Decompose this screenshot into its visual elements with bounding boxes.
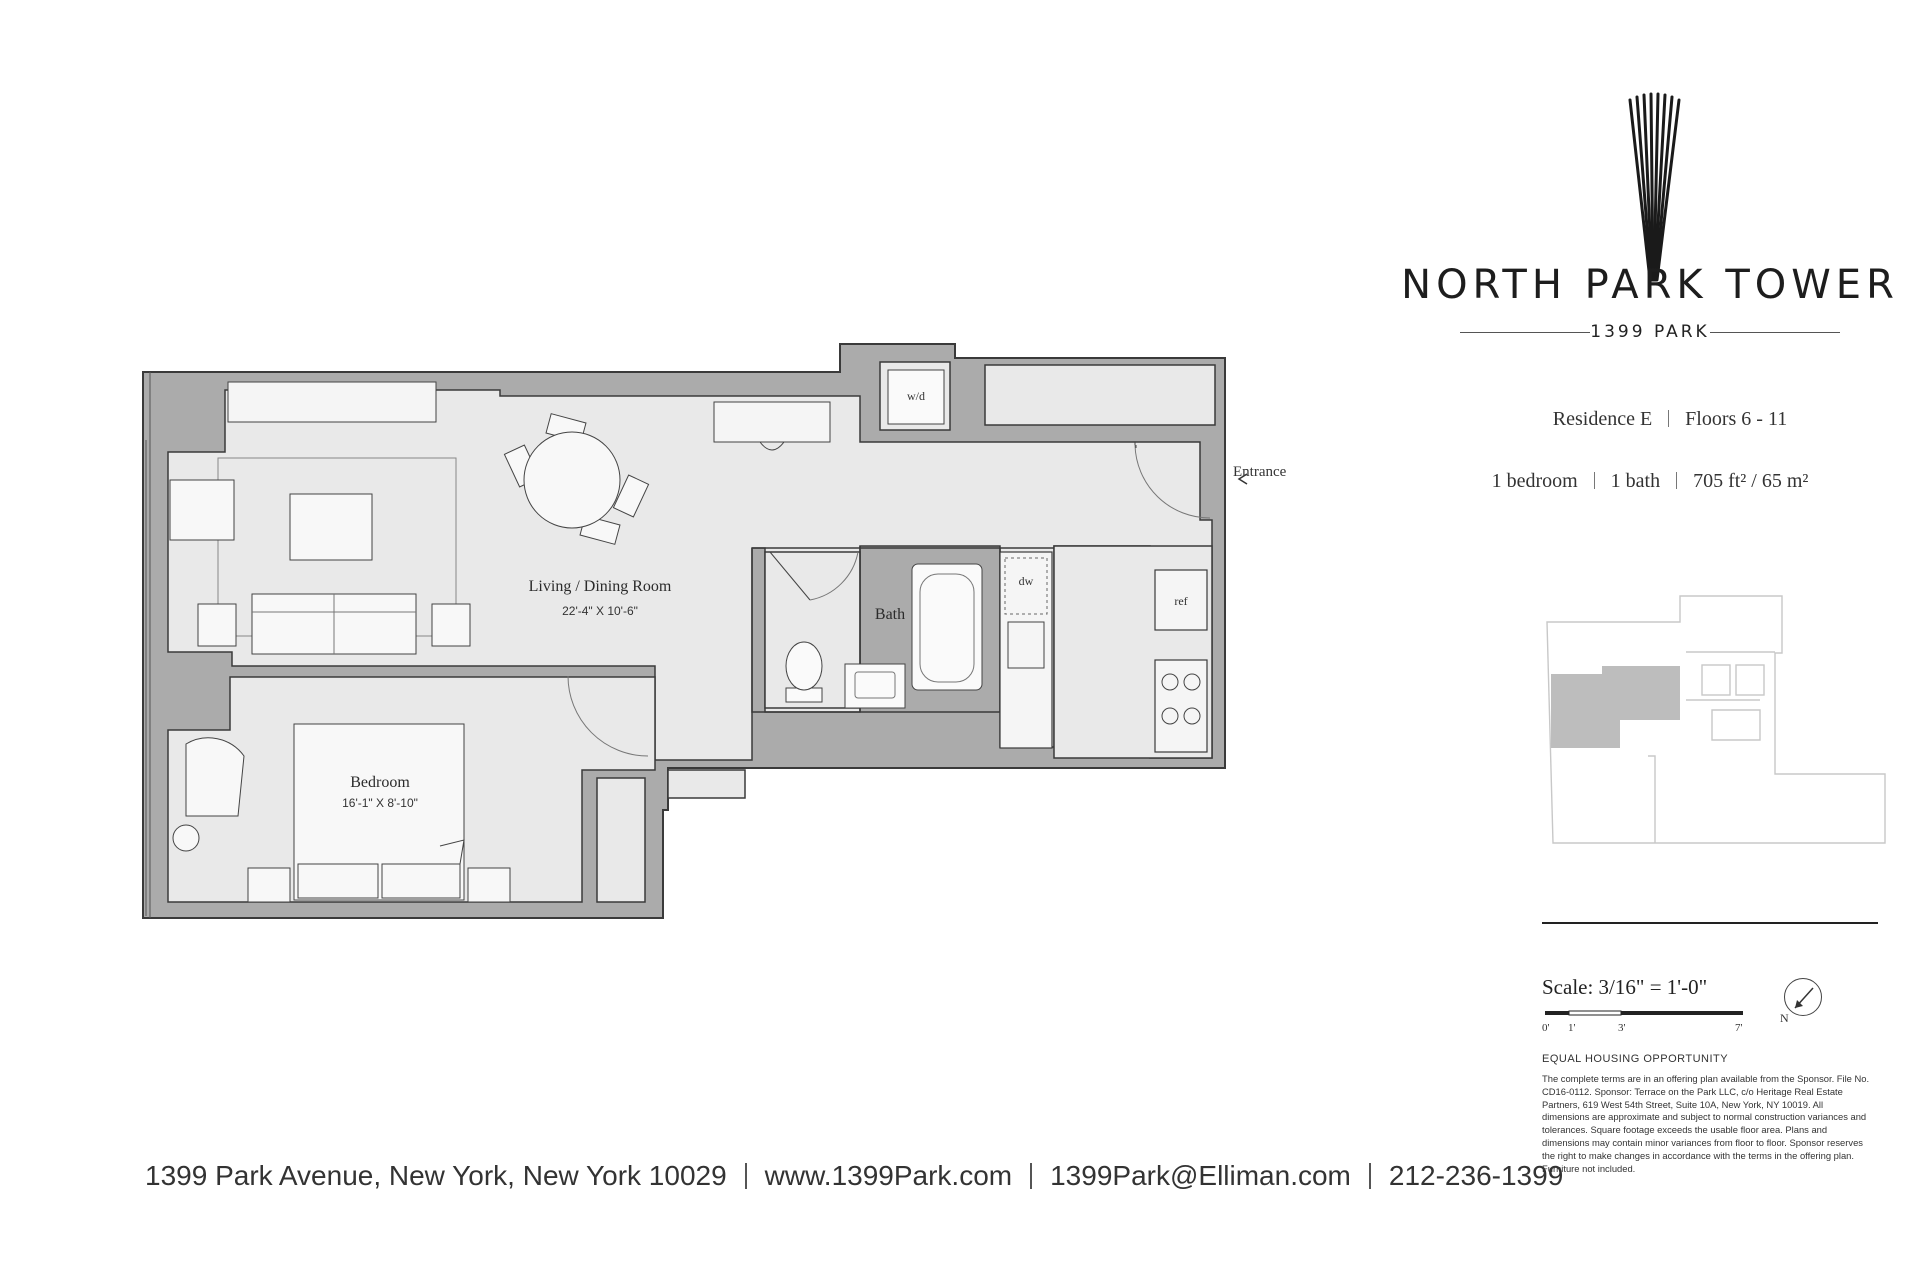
fixture-label-refrigerator: ref	[1174, 594, 1188, 608]
bedroom-count: 1 bedroom	[1491, 470, 1578, 492]
compass-icon	[1784, 978, 1822, 1016]
lounge-chair-icon	[186, 738, 244, 816]
footer-email[interactable]: 1399Park@Elliman.com	[1050, 1160, 1351, 1191]
round-side-table-icon	[173, 825, 199, 851]
residence-floors: Floors 6 - 11	[1685, 408, 1788, 430]
separator	[1030, 1163, 1032, 1189]
bed-icon	[294, 724, 464, 900]
footer-contact	[145, 1160, 1563, 1192]
room-dimensions-bedroom: 16'-1" X 8'-10"	[342, 796, 418, 810]
brand-subtitle: 1399 PARK	[1590, 322, 1710, 342]
bath-count: 1 bath	[1610, 470, 1661, 492]
room-label-bath: Bath	[874, 606, 906, 623]
coffee-table-icon	[290, 494, 372, 560]
north-label: N	[1780, 1011, 1789, 1025]
separator	[1369, 1163, 1371, 1189]
scale-tick: 3'	[1618, 1022, 1626, 1034]
separator	[1676, 472, 1677, 489]
nightstand-right-icon	[468, 868, 510, 902]
brand-logo-icon	[1630, 94, 1679, 280]
footer-address: 1399 Park Avenue, New York, New York 10029	[145, 1160, 727, 1191]
scale-divider	[1542, 922, 1878, 924]
separator	[1594, 472, 1595, 489]
brand-title: NORTH PARK TOWER	[1401, 262, 1899, 308]
scale-tick: 1'	[1568, 1022, 1576, 1034]
coat-closet	[985, 365, 1215, 425]
side-table-left-icon	[198, 604, 236, 646]
desk-icon	[714, 402, 830, 442]
footer-phone[interactable]: 212-236-1399	[1388, 1160, 1564, 1191]
fixture-label-washer-dryer: w/d	[907, 389, 925, 403]
hall-closet-floor	[668, 770, 745, 798]
footer-website[interactable]: www.1399Park.com	[764, 1160, 1013, 1191]
room-dimensions-living-dining: 22'-4" X 10'-6"	[562, 604, 638, 618]
nightstand-left-icon	[248, 868, 290, 902]
divider	[1710, 332, 1840, 333]
scale-tick: 0'	[1542, 1022, 1550, 1034]
scale-tick: 7'	[1735, 1022, 1743, 1034]
equal-housing-heading: EQUAL HOUSING OPPORTUNITY	[1542, 1053, 1729, 1065]
residence-area: 705 ft² / 65 m²	[1693, 470, 1809, 492]
room-label-living-dining: Living / Dining Room	[528, 578, 672, 595]
separator	[1668, 410, 1669, 427]
side-table-right-icon	[432, 604, 470, 646]
room-label-bedroom: Bedroom	[350, 774, 410, 791]
entrance-label: Entrance	[1233, 464, 1287, 480]
toilet-icon	[786, 642, 822, 702]
legal-disclaimer: The complete terms are in an offering plan available from the Sponsor. File No. CD16-0112. Sponsor: Terrace on the Park LLC, c/o Heritage Real Estate Partners, 619 West 54th Street, Suite 10A, New York, NY 10019. All dimensions are approximate and subject to normal construction variances and tolerances. Square footage exceeds the usable floor area. Plans and dimensions may contain minor variances from floor to floor. Sponsor reserves the right to make changes in accordance with the terms in the offering plan. Furniture not included.	[1542, 1073, 1870, 1174]
scale-label: Scale: 3/16" = 1'-0"	[1542, 975, 1708, 999]
vanity-icon	[845, 664, 905, 708]
fixture-label-dishwasher: dw	[1018, 574, 1034, 588]
residence-line	[1470, 408, 1870, 431]
residence-specs	[1440, 470, 1860, 493]
key-plan-unit-highlight	[1551, 666, 1680, 748]
separator	[745, 1163, 747, 1189]
residence-name: Residence E	[1552, 408, 1653, 430]
scale-bar	[1545, 1011, 1743, 1015]
sideboard-icon	[228, 382, 436, 422]
armchair-icon	[170, 480, 234, 540]
closet-floor	[597, 778, 645, 902]
